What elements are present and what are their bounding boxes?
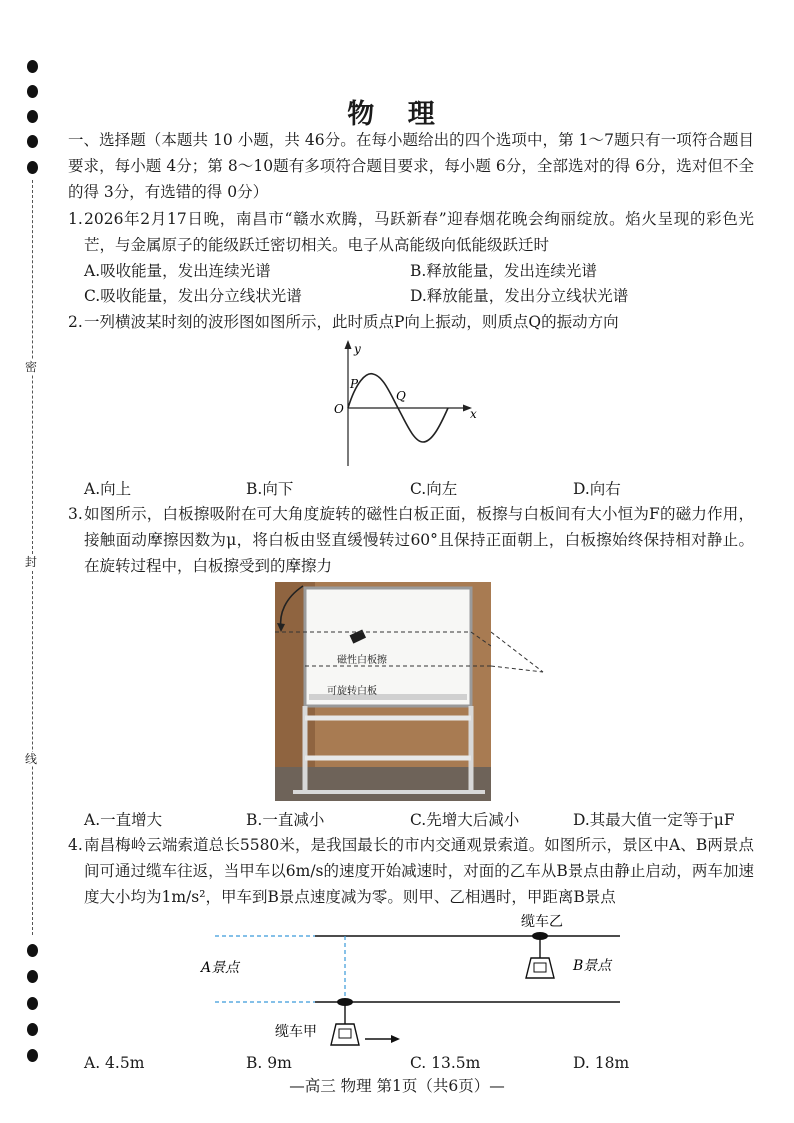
page-footer: —高三 物理 第1页（共6页）— bbox=[289, 1077, 505, 1095]
board-label: 可旋转白板 bbox=[327, 686, 377, 697]
question-number: 3. bbox=[68, 505, 83, 523]
margin-line-char: 线 bbox=[25, 752, 38, 766]
question-3 bbox=[68, 501, 754, 579]
rotated-board-line bbox=[491, 632, 543, 672]
question-text: 一列横波某时刻的波形图如图所示，此时质点P向上振动，则质点Q的振动方向 bbox=[84, 313, 619, 331]
binding-hole bbox=[27, 1049, 38, 1062]
whiteboard-photo bbox=[275, 582, 491, 801]
spot-b-label: B景点 bbox=[573, 958, 612, 974]
option-b: B. 9m bbox=[246, 1054, 292, 1072]
question-4 bbox=[68, 832, 754, 910]
car-a-label: 缆车甲 bbox=[275, 1024, 317, 1040]
y-axis-arrow bbox=[345, 340, 352, 349]
margin-envelope-char: 封 bbox=[25, 555, 38, 569]
question-text: 如图所示，白板擦吸附在可大角度旋转的磁性白板正面，板擦与白板间有大小恒为F的磁力作用，接触面动摩擦因数为μ，将白板由竖直缓慢转过60°且保持正面朝上，白板擦始终保持相对静止。在旋转过程中，白板擦受到的摩擦力 bbox=[84, 505, 754, 575]
question-2 bbox=[68, 309, 754, 335]
question-number: 2. bbox=[68, 313, 83, 331]
option-d: D.释放能量，发出分立线状光谱 bbox=[410, 287, 629, 305]
option-a: A. 4.5m bbox=[84, 1054, 145, 1072]
question-text: 南昌梅岭云端索道总长5580米，是我国最长的市内交通观景索道。如图所示，景区中A、B两景点间可通过缆车往返，当甲车以6m/s的速度开始减速时，对面的乙车从B景点由静止启动，两车加速度大小均为1m/s²，甲车到B景点速度减为零。则甲、乙相遇时，甲距离B景点 bbox=[84, 836, 754, 906]
car-b-label: 缆车乙 bbox=[521, 914, 563, 930]
option-d: D.其最大值一定等于μF bbox=[573, 811, 735, 829]
option-c: C. 13.5m bbox=[410, 1054, 481, 1072]
question-text: 2026年2月17日晚，南昌市“赣水欢腾，马跃新春”迎春烟花晚会绚丽绽放。焰火呈现的彩色光芒，与金属原子的能级跃迁密切相关。电子从高能级向低能级跃迁时 bbox=[84, 210, 754, 254]
binding-hole bbox=[27, 60, 38, 73]
option-d: D. 18m bbox=[573, 1054, 630, 1072]
origin-label: O bbox=[334, 402, 344, 416]
question-1 bbox=[68, 206, 754, 258]
rotated-board-line bbox=[491, 666, 543, 672]
binding-hole bbox=[27, 944, 38, 957]
option-b: B.释放能量，发出连续光谱 bbox=[410, 262, 597, 280]
option-a: A.向上 bbox=[84, 480, 132, 498]
binding-hole bbox=[27, 1023, 38, 1036]
page-title: 物 理 bbox=[347, 99, 447, 130]
section-header: 一、选择题（本题共 10 小题，共 46分。在每小题给出的四个选项中，第 1～7题只有一项符合题目要求，每小题 4分；第 8～10题有多项符合题目要求，每小题 6分，全部选对的得 6分，选对但不全的得 3分，有选错的得 0分） bbox=[68, 131, 754, 201]
margin-seal-char: 密 bbox=[25, 360, 38, 374]
question-number: 4. bbox=[68, 836, 83, 854]
eraser-label: 磁性白板擦 bbox=[337, 655, 387, 666]
option-b: B.一直减小 bbox=[246, 811, 325, 829]
wave-figure bbox=[328, 338, 488, 468]
option-c: C.向左 bbox=[410, 480, 458, 498]
binding-hole bbox=[27, 997, 38, 1010]
y-axis-label: y bbox=[354, 342, 361, 356]
spot-a-label: A景点 bbox=[201, 960, 240, 976]
option-b: B.向下 bbox=[246, 480, 294, 498]
point-q-label: Q bbox=[396, 389, 406, 403]
binding-hole bbox=[27, 161, 38, 174]
option-c: C.先增大后减小 bbox=[410, 811, 520, 829]
point-p-label: P bbox=[350, 377, 359, 391]
x-axis-label: x bbox=[470, 407, 477, 421]
binding-hole bbox=[27, 135, 38, 148]
question-number: 1. bbox=[68, 210, 83, 228]
cableway-figure bbox=[195, 908, 645, 1053]
car-a-direction-arrowhead bbox=[391, 1035, 400, 1043]
option-a: A.吸收能量，发出连续光谱 bbox=[84, 262, 271, 280]
rotated-plane-overlay bbox=[491, 630, 551, 680]
car-b-cabin bbox=[526, 958, 554, 978]
binding-hole bbox=[27, 970, 38, 983]
car-a-cabin bbox=[331, 1024, 359, 1045]
option-c: C.吸收能量，发出分立线状光谱 bbox=[84, 287, 302, 305]
option-d: D.向右 bbox=[573, 480, 621, 498]
option-a: A.一直增大 bbox=[84, 811, 163, 829]
